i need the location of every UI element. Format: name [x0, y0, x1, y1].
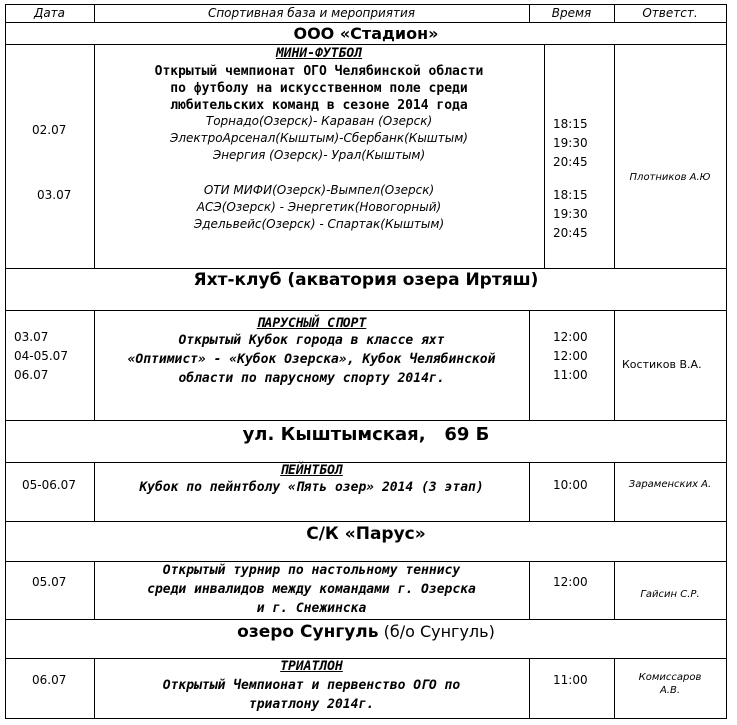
time-cell: 11:00 — [553, 673, 588, 687]
venue-title: Яхт-клуб (акватория озера Иртяш) — [193, 270, 539, 290]
venue-title: ул. Кыштымская, 69 Б — [242, 424, 490, 445]
sport-name: ПАРУСНЫЙ СПОРТ — [256, 316, 367, 331]
date-cell: 06.07 — [32, 673, 67, 687]
header-time: Время — [551, 6, 592, 20]
time-cell: 10:00 — [553, 478, 588, 492]
list-item: ОТИ МИФИ(Озерск)-Вымпел(Озерск) — [203, 183, 435, 197]
event-title: Открытый турнир по настольному теннису среди инвалидов между командами г. Озерска и г. Снежинска — [147, 563, 476, 616]
event-title: Открытый Чемпионат и первенство ОГО по триатлону 2014г. — [162, 678, 461, 712]
date-cell: 03.07 — [37, 188, 72, 202]
venue-title — [5, 622, 727, 642]
event-title: Кубок по пейнтболу «Пять озер» 2014 (3 этап) — [139, 480, 484, 495]
date-cell: 05-06.07 — [22, 478, 76, 492]
time-cell: 18:15 19:30 20:45 — [553, 117, 588, 169]
table-border-top — [5, 4, 727, 5]
responsible-cell: Зараменских А. — [628, 479, 712, 490]
list-item: Торнадо(Озерск)- Караван (Озерск) — [205, 114, 433, 128]
responsible-cell: Костиков В.А. — [622, 358, 702, 371]
list-item: ЭлектроАрсенал(Кыштым)-Сбербанк(Кыштым) — [170, 131, 468, 145]
venue-title: С/К «Парус» — [306, 524, 426, 544]
event-title: Открытый Кубок города в классе яхт «Оптимист» - «Кубок Озерска», Кубок Челябинской области по парусному спорту 2014г. — [127, 333, 496, 386]
match-list-day1 — [94, 113, 544, 164]
responsible-cell: Комиссаров А.В. — [638, 672, 702, 696]
sport-name: ПЕЙНТБОЛ — [280, 463, 343, 478]
venue-name: озеро Сунгуль — [237, 622, 379, 642]
list-item: Эдельвейс(Озерск) - Спартак(Кыштым) — [193, 217, 445, 231]
header-date: Дата — [33, 6, 66, 20]
table-border-bottom — [5, 718, 727, 719]
responsible-cell: Гайсин С.Р. — [640, 589, 700, 600]
match-list-day2 — [94, 182, 544, 233]
list-item: Энергия (Озерск)- Урал(Кыштым) — [212, 148, 426, 162]
time-cell: 12:00 12:00 11:00 — [553, 330, 588, 382]
time-cell: 18:15 19:30 20:45 — [553, 188, 588, 240]
list-item: АСЭ(Озерск) - Энергетик(Новогорный) — [196, 200, 442, 214]
table-border-right — [726, 4, 727, 718]
responsible-cell: Плотников А.Ю — [629, 172, 711, 183]
venue-note: (б/о Сунгуль) — [383, 622, 495, 641]
date-cell: 02.07 — [32, 123, 67, 137]
date-cell: 03.07 04-05.07 06.07 — [14, 330, 68, 382]
sport-name: ТРИАТЛОН — [280, 659, 343, 674]
venue-title: ООО «Стадион» — [293, 24, 439, 43]
header-responsible: Ответст. — [642, 6, 698, 20]
date-cell: 05.07 — [32, 575, 67, 589]
header-venue-events: Спортивная база и мероприятия — [207, 6, 416, 20]
table-border-left — [5, 4, 6, 718]
sport-name: МИНИ-ФУТБОЛ — [275, 46, 363, 61]
event-title: Открытый чемпионат ОГО Челябинской области по футболу на искусственном поле среди любительских команд в сезоне 2014 года — [154, 64, 484, 113]
time-cell: 12:00 — [553, 575, 588, 589]
